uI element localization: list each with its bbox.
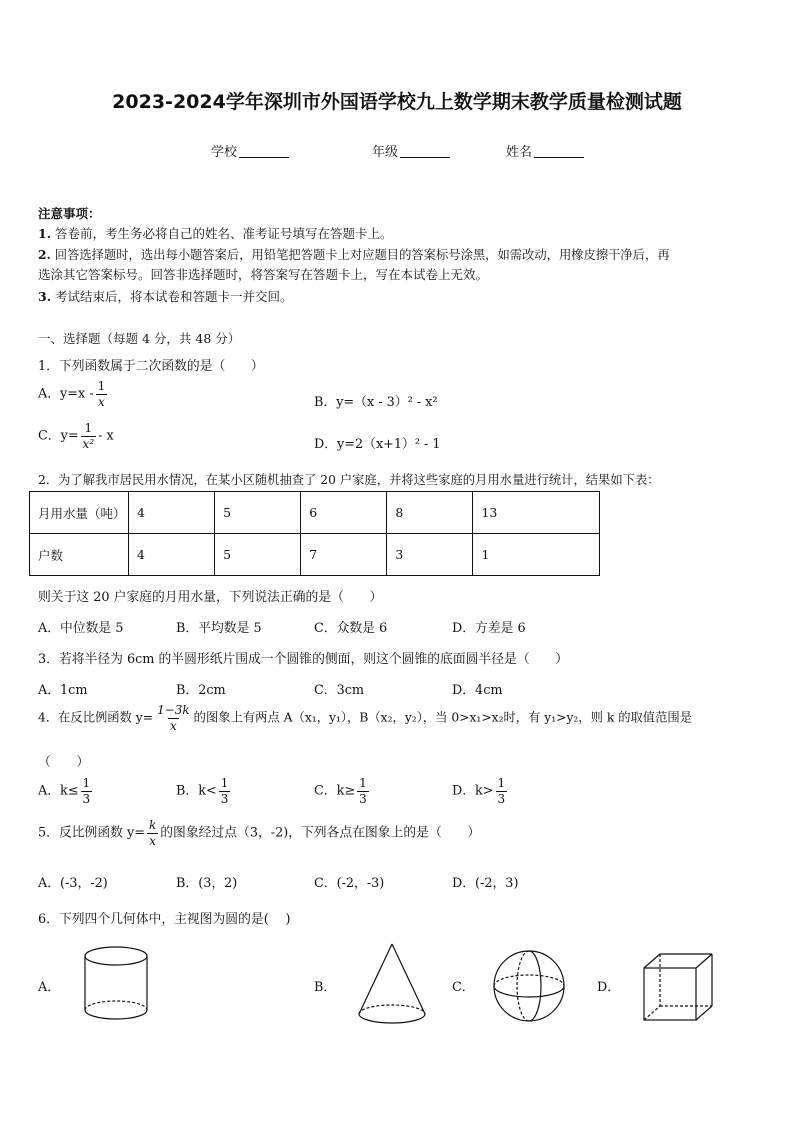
frac-num: 1 xyxy=(82,776,91,790)
q1-a-text: A．y=x - xyxy=(38,386,94,402)
q5-option-d: D．(-2，3) xyxy=(452,876,519,891)
q4-a-fraction xyxy=(81,777,93,805)
q4-c-text: C．k≥ xyxy=(314,783,356,799)
q4-c-fraction xyxy=(357,777,369,805)
q4-b-text: B．k< xyxy=(176,783,217,799)
school-blank xyxy=(239,145,289,158)
q5-stem-pre: 5．反比例函数 y= xyxy=(38,825,145,841)
q1-option-b: B．y=（x - 3）² - x² xyxy=(314,395,438,410)
frac-num: 1 xyxy=(220,776,229,790)
grade-blank xyxy=(400,145,450,158)
cube-icon xyxy=(640,950,716,1026)
frac-num: k xyxy=(148,818,157,832)
notice-text: 选涂其它答案标号。回答非选择题时，将答案写在答题卡上，写在本试卷上无效。 xyxy=(38,267,489,282)
table-cell: 5 xyxy=(215,534,301,576)
frac-den: 3 xyxy=(497,791,506,806)
frac-den: 3 xyxy=(82,791,91,806)
q1-option-d: D．y=2（x+1）² - 1 xyxy=(314,437,441,452)
q1-c-fraction xyxy=(81,422,97,450)
table-row xyxy=(30,492,600,534)
notice-text: 答卷前，考生务必将自己的姓名、准考证号填写在答题卡上。 xyxy=(55,226,393,241)
q4-d-text: D．k> xyxy=(452,783,494,799)
frac-num: 1 xyxy=(84,421,93,435)
frac-num: 1 xyxy=(97,379,106,393)
q6-option-b: B． xyxy=(314,980,337,995)
school-label: 学校 xyxy=(211,145,238,160)
notice-item xyxy=(38,245,670,263)
q3-option-d: D．4cm xyxy=(452,683,503,698)
frac-den: x² xyxy=(82,436,95,451)
q5-fraction xyxy=(147,819,158,847)
q1-c-post: - x xyxy=(98,428,114,444)
q1-c-text: C．y= xyxy=(38,428,79,444)
q4-option-a xyxy=(38,777,94,805)
name-label: 姓名 xyxy=(506,145,533,160)
notice-text: 考试结束后，将本试卷和答题卡一并交回。 xyxy=(55,289,293,304)
q4-stem-post: 的图象上有两点 A（x₁，y₁），B（x₂，y₂），当 0>x₁>x₂时，有 y₁>y₂，则 k 的取值范围是 xyxy=(193,710,692,725)
q5-option-c: C．(-2，-3) xyxy=(314,876,385,891)
grade-field xyxy=(372,141,450,160)
frac-num: 1 xyxy=(359,776,367,790)
q4-option-b xyxy=(176,777,232,805)
notice-num: 2. xyxy=(38,247,51,262)
notice-item xyxy=(38,224,393,242)
frac-den: 3 xyxy=(359,791,367,806)
grade-label: 年级 xyxy=(372,145,399,160)
q6-option-d: D． xyxy=(597,980,621,995)
q4-b-fraction xyxy=(219,777,231,805)
q4-stem-pre: 4．在反比例函数 y= xyxy=(38,710,154,725)
q4-paren: （ ） xyxy=(38,755,90,770)
q5-option-b: B．(3，2) xyxy=(176,876,238,891)
table-cell: 8 xyxy=(387,492,473,534)
table-cell: 3 xyxy=(387,534,473,576)
q4-d-fraction xyxy=(496,777,508,805)
notice-item xyxy=(38,265,488,283)
q1-option-c xyxy=(38,422,114,450)
q2-follow: 则关于这 20 户家庭的月用水量，下列说法正确的是（ ） xyxy=(38,590,383,605)
frac-den: x xyxy=(169,718,177,733)
cylinder-icon xyxy=(80,944,152,1024)
q5-stem xyxy=(38,819,480,847)
frac-num: 1 xyxy=(497,776,506,790)
frac-den: x xyxy=(149,833,156,848)
frac-den: x xyxy=(98,394,105,409)
name-field xyxy=(506,141,584,160)
school-field xyxy=(211,141,289,160)
cone-icon xyxy=(355,942,429,1028)
q1-a-fraction xyxy=(96,380,108,408)
q1-option-a xyxy=(38,380,109,408)
q5-stem-post: 的图象经过点（3，-2)，下列各点在图象上的是（ ） xyxy=(160,825,481,841)
q2-option-c: C．众数是 6 xyxy=(314,621,388,636)
frac-den: 3 xyxy=(220,791,229,806)
name-blank xyxy=(534,145,584,158)
notice-text: 回答选择题时，选出每小题答案后，用铅笔把答题卡上对应题目的答案标号涂黑，如需改动，用橡皮擦干净后，再 xyxy=(54,248,670,262)
section-heading: 一、选择题（每题 4 分，共 48 分） xyxy=(38,331,241,346)
table-cell: 户数 xyxy=(30,534,129,576)
q6-option-c: C． xyxy=(452,980,475,995)
q2-option-b: B．平均数是 5 xyxy=(176,621,262,636)
table-cell: 月用水量（吨） xyxy=(30,492,129,534)
notice-heading: 注意事项： xyxy=(38,206,101,221)
table-cell: 13 xyxy=(473,492,600,534)
q5-option-a: A．(-3，-2) xyxy=(38,876,108,891)
q3-stem: 3．若将半径为 6cm 的半圆形纸片围成一个圆锥的侧面，则这个圆锥的底面圆半径是（ ） xyxy=(38,652,569,667)
water-usage-table xyxy=(29,491,600,576)
table-cell: 5 xyxy=(215,492,301,534)
q6-option-a: A． xyxy=(38,980,61,995)
page-title: 2023-2024学年深圳市外国语学校九上数学期末教学质量检测试题 xyxy=(112,91,682,113)
table-cell: 4 xyxy=(129,534,215,576)
q4-a-text: A．k≤ xyxy=(38,783,79,799)
notice-num: 1. xyxy=(38,226,52,241)
table-cell: 4 xyxy=(129,492,215,534)
sphere-icon xyxy=(490,946,568,1028)
q2-option-a: A．中位数是 5 xyxy=(38,621,124,636)
q4-option-d xyxy=(452,777,509,805)
notice-num: 3. xyxy=(38,289,52,304)
q3-option-b: B．2cm xyxy=(176,683,226,698)
q4-stem xyxy=(38,704,692,732)
notice-item xyxy=(38,287,293,305)
q2-option-d: D．方差是 6 xyxy=(452,621,526,636)
frac-num: 1−3k xyxy=(157,703,190,717)
table-row xyxy=(30,534,600,576)
q4-option-c xyxy=(314,777,371,805)
table-cell: 6 xyxy=(301,492,387,534)
q3-option-c: C．3cm xyxy=(314,683,365,698)
q1-stem: 1．下列函数属于二次函数的是（ ） xyxy=(38,359,264,374)
table-cell: 1 xyxy=(473,534,600,576)
q2-stem: 2．为了解我市居民用水情况，在某小区随机抽查了 20 户家庭，并将这些家庭的月用水量进行统计，结果如下表： xyxy=(38,473,660,487)
table-cell: 7 xyxy=(301,534,387,576)
q3-option-a: A．1cm xyxy=(38,683,88,698)
q4-fraction xyxy=(155,704,192,732)
q6-stem: 6．下列四个几何体中，主视图为圆的是( ) xyxy=(38,912,291,927)
